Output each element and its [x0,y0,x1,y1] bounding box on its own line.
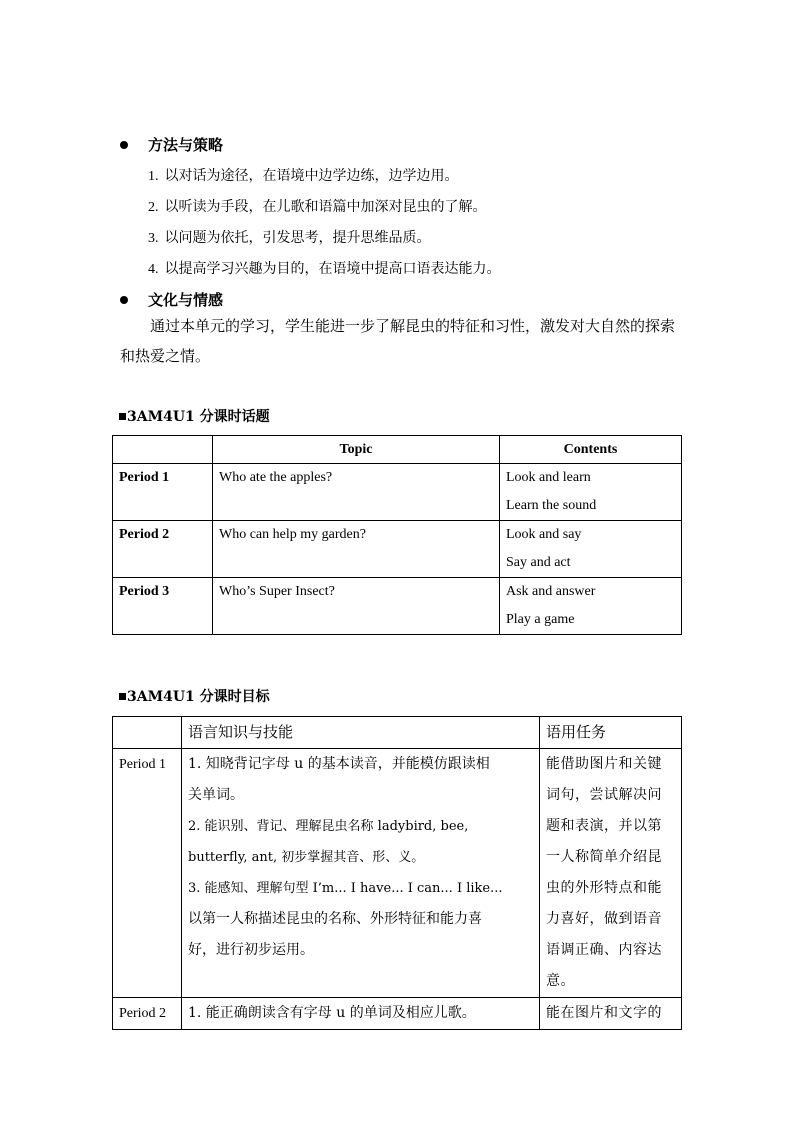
table-row [113,521,682,578]
methods-item-3: 3. 以问题为依托，引发思考，提升思维品质。 [148,230,431,246]
square-bullet-icon [119,413,126,420]
methods-heading: 方法与策略 [148,136,224,154]
table-row [113,578,682,635]
skills-cell: 1. 能正确朗读含有字母 u 的单词及相应儿歌。 [182,998,540,1030]
task-cell: 能在图片和文字的 [540,998,682,1030]
period-cell: Period 1 [113,464,213,521]
table-header-cell [113,436,213,464]
bullet-icon [120,141,128,149]
square-bullet-icon [119,693,126,700]
topic-cell: Who ate the apples? [213,464,500,521]
table-header-cell: 语用任务 [540,717,682,749]
period-cell: Period 3 [113,578,213,635]
contents-cell: Look and learn Learn the sound [500,464,682,521]
table-header-cell [113,717,182,749]
methods-item-2: 2. 以听读为手段，在儿歌和语篇中加深对昆虫的了解。 [148,199,487,215]
culture-paragraph: 通过本单元的学习，学生能进一步了解昆虫的特征和习性，激发对大自然的探索和热爱之情。 [120,317,676,365]
methods-heading-row [120,134,223,155]
methods-item-4: 4. 以提高学习兴趣为目的，在语境中提高口语表达能力。 [148,261,501,277]
table-header-cell: Topic [213,436,500,464]
period-cell: Period 2 [113,998,182,1030]
table-row [113,749,682,998]
table-header-cell: Contents [500,436,682,464]
table-header-cell: 语言知识与技能 [182,717,540,749]
methods-item-1: 1. 以对话为途径，在语境中边学边练，边学边用。 [148,168,459,184]
table-header-row [113,436,682,464]
period-cell: Period 1 [113,749,182,998]
contents-cell: Ask and answer Play a game [500,578,682,635]
task-cell: 能借助图片和关键 词句，尝试解决问 题和表演，并以第 一人称简单介绍昆 虫的外形特点和能 力喜好，做到语音 语调正确、内容达 意。 [540,749,682,998]
topic-cell: Who’s Super Insect? [213,578,500,635]
culture-heading-row [120,289,223,310]
table-header-row [113,717,682,749]
goals-table [112,716,682,1030]
skills-cell: 1. 知晓背记字母 u 的基本读音，并能模仿跟读相 关单词。 2. 能识别、背记、理解昆虫名称 ladybird, bee, butterfly, ant, 初步掌握其音、形、义。 3. 能感知、理解句型 I’m... I have... I can... I like... 以第一人称描述昆虫的名称、外形特征和能力喜 好，进行初步运用。 [182,749,540,998]
topics-table [112,435,682,635]
bullet-icon [120,296,128,304]
goals-section-title: 3AM4U1 分课时目标 [119,686,270,706]
topic-cell: Who can help my garden? [213,521,500,578]
culture-heading: 文化与情感 [148,291,224,309]
topics-section-title: 3AM4U1 分课时话题 [119,406,270,426]
contents-cell: Look and say Say and act [500,521,682,578]
table-row [113,998,682,1030]
table-row [113,464,682,521]
period-cell: Period 2 [113,521,213,578]
